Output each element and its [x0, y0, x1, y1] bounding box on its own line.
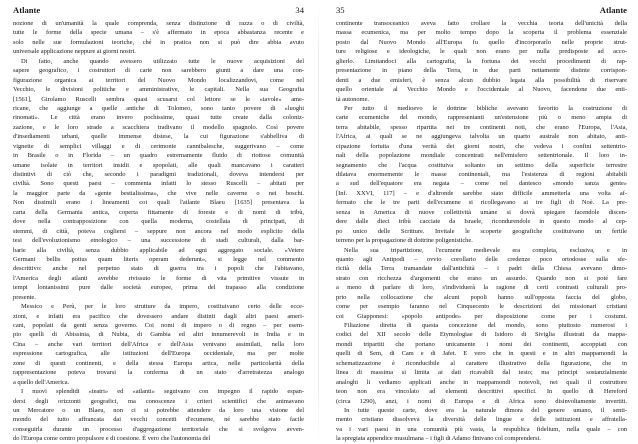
text-line: dere dalle dieci tribù cacciate da Israele, ricondurendole in questo modo al cep-	[336, 218, 627, 226]
text-line: la maggior parte da «gente bestialissima», che vive nelle caverne o nei boschi.	[13, 189, 304, 197]
text-line: tutte le forme della specie umana – s'è affermato in epoca abbastanza recente e	[13, 29, 304, 37]
text-line: dersi degli orizzonti geografici, ma conoscenze i criteri scientifici che animavano	[13, 397, 304, 405]
text-line: Filiazione diretta di questa concezione del mondo, sono piuttosto numerosi i	[344, 322, 627, 329]
text-line: senza in America di nuove collettività umane si dovrà spiegare facendole discen-	[336, 208, 627, 216]
running-title: Atlante	[599, 5, 627, 15]
text-line: pio quelli di Abissinia, di Nubia, di Gambia ed altri innumerevoli in India e in	[13, 331, 304, 339]
text-line: figurazione organica ai territori del Nuovo Mondo localizzandovi, come nel	[13, 76, 304, 84]
running-title: Atlante	[13, 5, 41, 15]
text-line: carte ecumeniche del mondo, rappresentanti un'estensione più o meno ampia di	[336, 114, 627, 122]
text-line: rinomati». Le città erano invero pochissime, quasi tutte create dalla coloniz-	[13, 114, 304, 122]
text-line: zone di questi continenti, e della stessa Europa artica, nelle particolarità della	[13, 359, 304, 367]
text-line: mondi tripartiti che portano unicamente i nomi dei continenti, accoppiati con	[336, 340, 627, 348]
text-line: sapere geografico, i costruttori di carte non sarebbero giunti a dare una con-	[13, 67, 304, 75]
text-line: carta della Germania antica, coperta fittamente di foreste e di nomi di tribù,	[13, 208, 304, 216]
text-line: teon non era vincolato ad elementi descrittivi specifici. In quello di Hereford	[336, 388, 627, 396]
text-line: come per esempio faranno nel Cinquecento le descrizioni dei missionari cristiani	[336, 303, 627, 311]
text-line: analoghi li vediamo applicati anche in mappamondi notevoli, nei quali il costruttore	[336, 378, 627, 386]
text-line: [1561], Girolamo Ruscelli sembra quasi scusarsi col lettore se le «tavole» ame-	[13, 95, 304, 103]
text-line: I nuovi splendidi «teatri» ed «atlanti» seguivano con impegno il rapido espan-	[21, 388, 304, 396]
text-line: va i vari paesi in una comunità più vasta, la respublica fidelium, nella quale – con	[336, 425, 627, 433]
text-line: mondo del tutto affrancata dai vecchi concetti d'ecumene, né sarebbe stato facile	[13, 416, 304, 424]
text-line: vignette di semplici villaggi e di cerimonie cannibalesche, suggerivano – come	[13, 142, 304, 150]
text-line: codici del XII secolo delle Etymologiae di Isidoro di Siviglia illustrati da mappa-	[336, 331, 627, 339]
text-line: [Inf. XXVI, 117] – e d'altronde sarebbe stato difficile ammetterla una volta af-	[336, 189, 627, 197]
text-line: tesi dell'evoluzionismo etnologico – una successione di stadi culturali, dalla bar-	[13, 237, 304, 245]
text-line: ricità della Terra tramandate dall'antichità – i padri della Chiesa avevano dimo-	[336, 265, 627, 273]
text-line: massa ecumenica, ma per molto tempo dopo la scoperta il problema essenziale	[336, 29, 627, 37]
text-line: rappresentazione poteva trovarsi la conferma di un stato d'arretratezza analogo	[13, 369, 304, 377]
text-line: la spregiata appendice musulmana – i figli di Adamo finivano col comprendersi.	[336, 435, 541, 443]
text-line: a meno di parlare di loro, s'individuerà la ragione di certi contrasti culturali pro-	[336, 284, 627, 292]
text-line: a quello dell'America.	[13, 378, 70, 386]
text-line: Nella sua tripartizione, l'ecumene medievale era completa, esclusiva, e in	[344, 246, 627, 254]
text-line: mento cristiano dissolveva la diversità delle lingue e delle istituzioni e affratella-	[336, 416, 627, 424]
text-line: Non dissimili erano i lineamenti coi quali l'atlante Blaeu [1635] presentava la	[13, 199, 304, 207]
text-line: umane isolate in territori insidii e spopolati, alle quali mancavano i caratteri	[13, 161, 304, 169]
text-line: In tutte queste carte, dove era la naturale dimora del genere umano, il senti-	[344, 406, 627, 414]
text-line: cani, popolati da genti senza governo. Coi nomi di impero o di regno – per esem-	[13, 322, 304, 329]
text-line: dilatava enormemente le masse continentali, ma l'esistenza di regioni abitabili	[336, 171, 627, 178]
left-page-header	[13, 5, 304, 17]
text-line: espressione cartografica, alle istituzioni dell'Europa occidentale, ma per molte	[13, 350, 304, 358]
text-line: civiltà. Sono questi paesi – commenta infatti lo stesso Ruscelli – abitati per	[13, 180, 304, 188]
text-line: Messico e Perù, per le loro strutture da impero, costituivano certo delle ecce-	[21, 303, 304, 311]
text-line: Vecchio, le divisioni politiche e amministrative, le capitali. Nella sua Geografia	[13, 86, 304, 94]
text-line: stemmi, di città, poteva cogliersi – seppure non ancora nel modo esplicito della	[13, 227, 304, 235]
text-line: quanto agli Antipodi – ovvio corollario delle credenze poco ortodosse sulla sfe-	[336, 255, 627, 263]
text-line: presentazione in piano della Terra, in due parti nettamente distinte corrispon-	[336, 67, 627, 75]
text-line: linea di massima si limita ai dati ricavabili dal testo; ma principi sostanzialmente	[336, 369, 627, 377]
text-line: schematizzazione è riconducibile al carattere illustrativo della figurazione, che in	[336, 359, 627, 367]
left-page-body	[13, 19, 304, 444]
text-line: tà autonome.	[336, 95, 369, 103]
text-line: denti a due emisferi, è senza alcun dubbio legata alla possibilità di riservare	[336, 76, 627, 84]
text-line: nali della popolazione mondiale concentrati nell'emisfero settentrionale. Il loro in-	[336, 152, 627, 160]
text-line: (circa 1290), anzi, i nomi di Europa e di Africa sono disinvoltamente invertiti.	[336, 397, 627, 405]
text-line: solo nelle sue formulazioni teoriche, ché in pratica non si può dire abbia avuto	[13, 38, 304, 46]
text-line: fermato che le tre parti dell'ecumene si ricollegavano ai tre figli di Noè. La pre-	[336, 199, 627, 207]
text-line: ricane, che aggiunge a quelle antiche di Tolomeo, sono tanto povere di «luoghi	[13, 104, 304, 112]
text-line: Per tutto il medioevo le dottrine bibliche avevano favorito la costruzione di	[344, 104, 627, 112]
text-line: distintivi di ciò che, secondo i paradigmi tradizionali, doveva intendersi per	[13, 171, 304, 178]
text-line: a sud dell'equatore era negata – come nel dantesco «mondo sanza gente»	[336, 180, 627, 188]
text-line: barie alla civiltà, senza dubbio applicabile ad ogni aggregato sociale. «Vetere	[13, 246, 304, 254]
text-line: quelli di Sem, di Cam e di Jafet. E vero che in questi e in altri mappamondi la	[336, 350, 627, 358]
text-line: coi Giapponesi: «popolo antipode» per disposizione come per i costumi.	[336, 312, 627, 320]
right-page-body	[336, 19, 627, 444]
text-line: l'America degli atlanti avrebbe rivissuto le forme di vita primitive vissute in	[13, 274, 304, 282]
text-line: conseguirla durante un processo d'aggregazione territoriale che si svolgeva avven-	[13, 425, 304, 433]
text-line: glierlo. Limitandoci alla cartografia, la fortuna dei vecchi procedimenti di rap-	[336, 57, 627, 65]
text-line: po unico delle Scritture. Invitale le scoperte geografiche costituivano un fertile	[336, 227, 627, 235]
text-line: do l'Europa come centro propulsore e di coesione. È vero che l'autonomia del	[13, 435, 211, 443]
text-line: nozione di un'umanità la quale comprenda, senza distinzione di razza o di civiltà,	[13, 20, 304, 27]
page-number: 34	[295, 5, 304, 15]
text-line: zazione, e le loro strade a scacchiera tradivano il modello spagnolo. Così povere	[13, 123, 304, 131]
text-line: in Brasile o in Florida – un quadro estremamente fluido di riottose comunità	[13, 152, 304, 160]
text-line: d'insediamenti urbani, quelle immense distese, la cui figurazione s'abbelliva di	[13, 133, 304, 141]
text-line: Cina – anche vari territori dell'Africa e dell'Asia venivano assimilati, nella loro	[13, 340, 304, 348]
text-line: zioni, e infatti era pacifico che dovessero andare distinti dagli altri paesi ameri-	[13, 312, 304, 320]
text-line: segnamento che l'acqua costituiva soltanto un settimo della superficie terrestre	[336, 161, 627, 169]
text-line: dove nella contrapposizione con quella moderna, costellata di principati, di	[13, 218, 304, 226]
right-page-header	[336, 5, 627, 17]
page-number: 35	[336, 5, 345, 15]
text-line: Di fatto, anche quando avessero utilizzato tutte le nuove acquisizioni del	[21, 57, 304, 65]
text-line: tempi lontanissimi pure dalle società europee, prima del trapasso alla condizione	[13, 284, 304, 292]
text-line: descrittivo: anche nel perpetuo stato di guerra tra i popoli che l'abitavano,	[13, 265, 304, 273]
text-line: quello orientale al Vecchio Mondo e l'occidentale al Nuovo, facendone due enti-	[336, 86, 627, 94]
text-line: terreno per la propagazione di dottrine poligenistiche.	[336, 237, 473, 245]
text-line: cipazione fortuita d'una verità dei giorni nostri, che vedeva i confini settentrio-	[336, 142, 627, 150]
text-line: un Mercatore o un Blaeu, non ci si potrebbe attendere da loro una visione del	[13, 406, 304, 414]
left-page	[13, 0, 304, 443]
text-line: universale applicazione neppure ai giorni nostri.	[13, 48, 136, 56]
text-line: posto dal Nuovo Mondo all'Europa fu quello d'incorporarlo nelle proprie strut-	[336, 38, 627, 46]
text-line: strato con ricchezza d'argomenti che erano un assurdo. Quando non si poté fare	[336, 274, 627, 282]
text-line: prio nella collocazione che alcuni popoli hanno sull'opposta faccia del globo,	[336, 293, 627, 301]
text-line: Germani bellis potius quam literis operam dederunt», si legge nel commento	[13, 255, 304, 263]
text-line: l'Africa, ai quali se ne aggiungeva talvolta un quarto australe non abitato, anti-	[336, 133, 627, 141]
text-line: continente transoceanico aveva fatto crollare la vecchia teoria dell'unicità della	[336, 20, 627, 27]
text-line: terra abitabile, spesso ripartita nei tre continenti noti, che erano l'Europa, l'Asia,	[336, 123, 627, 131]
right-page	[336, 0, 627, 443]
text-line: presente.	[13, 293, 36, 301]
text-line: ture religiose e ideologiche, le quali non erano per nulla predisposte ad acco-	[336, 48, 627, 56]
book-gutter	[318, 0, 319, 443]
